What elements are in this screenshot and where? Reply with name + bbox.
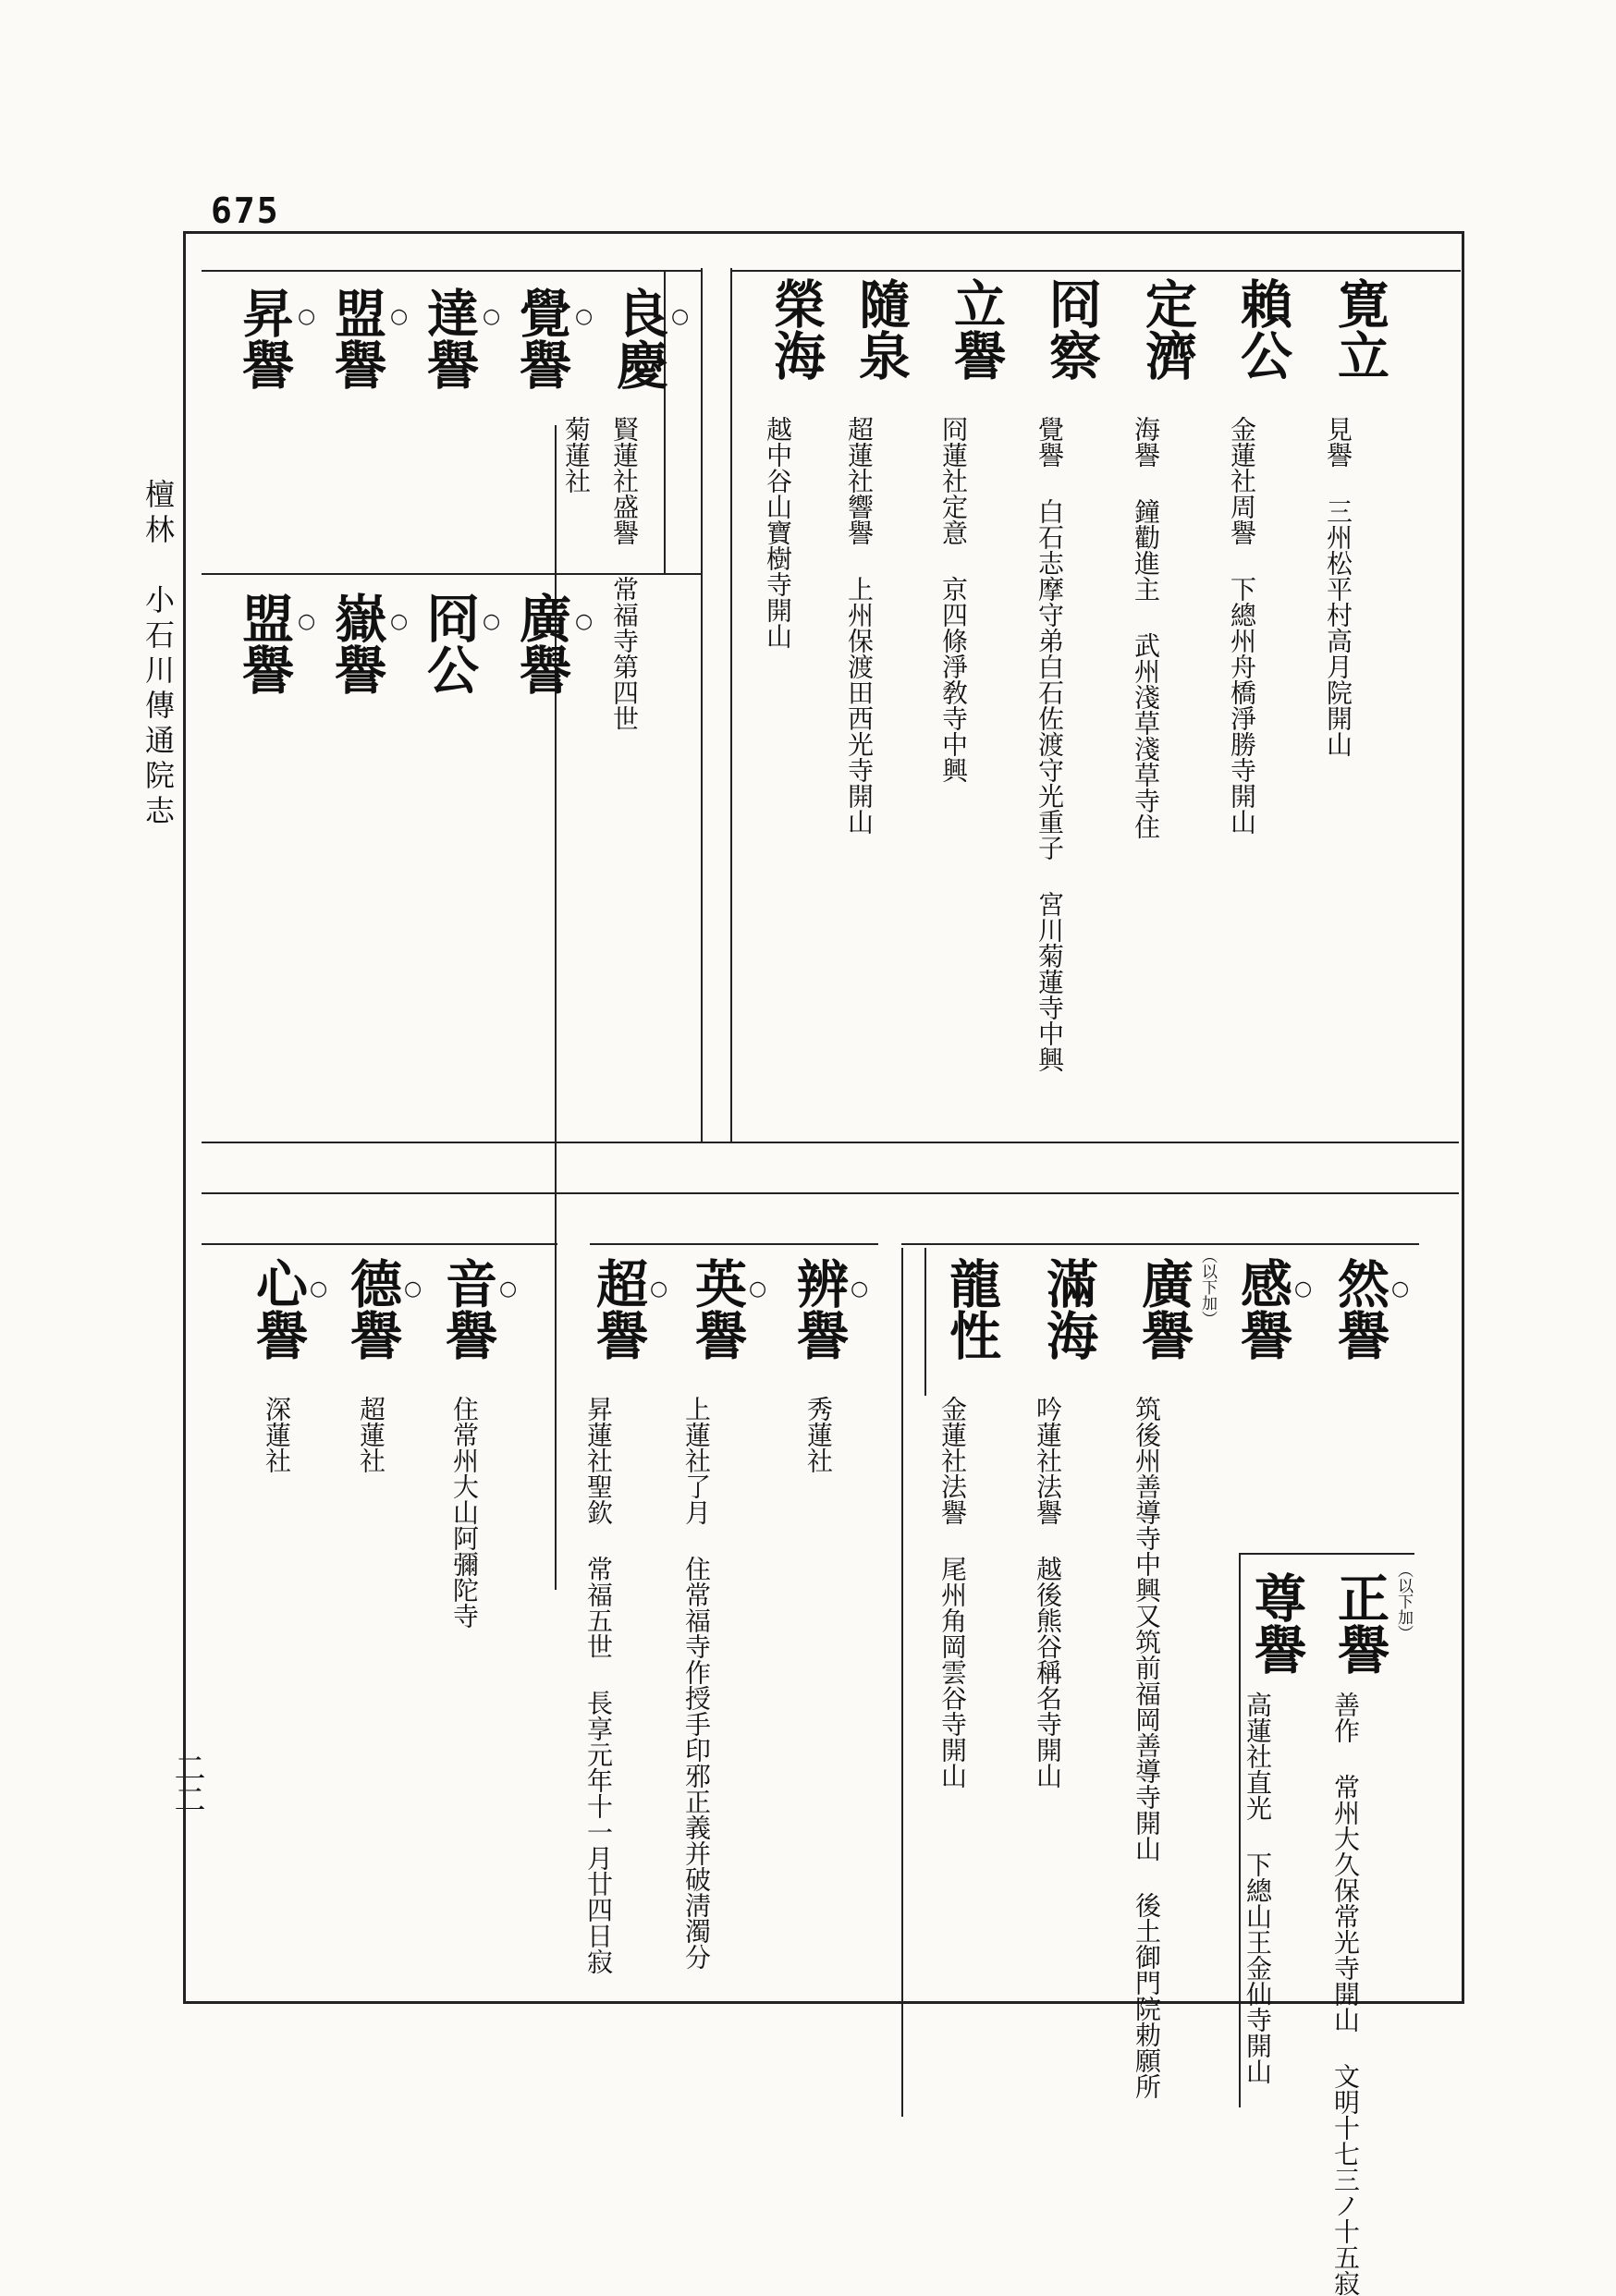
circle-marker-icon: ○ — [1294, 1277, 1313, 1301]
top-left-border — [701, 268, 703, 1142]
entry-name: 榮海 — [765, 277, 826, 381]
entry-note: 超蓮社 — [356, 1396, 386, 1473]
entry-name: 盟譽 — [234, 592, 295, 695]
entry-note: 超蓮社響譽 上州保渡田西光寺開山 — [844, 416, 875, 835]
sub-branch-rule — [1239, 1553, 1414, 1555]
entry-name: 德譽 — [342, 1257, 403, 1361]
entry-name: 嶽譽 — [326, 592, 387, 695]
entry-name: 滿海 — [1038, 1257, 1099, 1361]
circle-marker-icon: ○ — [390, 610, 409, 633]
entry-name: 定濟 — [1137, 277, 1198, 381]
entry-annotation: （以下加） — [1198, 1248, 1217, 1326]
entry-name: 辨譽 — [789, 1257, 850, 1361]
entry-note: 高蓮社直光 下總山王金仙寺開山 — [1243, 1691, 1273, 2084]
entry-note: 善作 常州大久保常光寺開山 文明十七三ノ十五寂 — [1330, 1691, 1361, 2296]
entry-name: 冏公 — [419, 592, 480, 695]
entry-note: 菊蓮社 — [561, 416, 592, 494]
entry-note: 海譽 鐘勸進主 武州淺草淺草寺住 — [1131, 416, 1161, 839]
bottom-mid-rule — [590, 1243, 878, 1245]
entry-note: 深蓮社 — [262, 1396, 292, 1473]
entry-name: 超譽 — [588, 1257, 649, 1361]
entry-name: 賴公 — [1232, 277, 1293, 381]
entry-name: 廣譽 — [511, 592, 572, 695]
circle-marker-icon: ○ — [575, 610, 594, 633]
entry-note: 越中谷山寶樹寺開山 — [763, 416, 793, 649]
circle-marker-icon: ○ — [851, 1277, 869, 1301]
bottom-left-rule — [202, 1243, 557, 1245]
circle-marker-icon: ○ — [1391, 1277, 1410, 1301]
running-title: 檀林 小石川傳通院志 — [141, 479, 176, 830]
entry-name: 隨泉 — [851, 277, 912, 381]
section-divider-top — [202, 1142, 1459, 1143]
entry-note: 賢蓮社盛譽 常福寺第四世 — [609, 416, 640, 731]
entry-note: 筑後州善導寺中興又筑前福岡善導寺開山 後土御門院勅願所 — [1132, 1396, 1162, 2099]
entry-name: 然譽 — [1329, 1257, 1390, 1361]
circle-marker-icon: ○ — [298, 610, 316, 633]
entry-name: 覺譽 — [511, 287, 572, 390]
circle-marker-icon: ○ — [310, 1277, 328, 1301]
entry-note: 住常州大山阿彌陀寺 — [449, 1396, 480, 1629]
entry-name: 尊譽 — [1246, 1571, 1307, 1675]
circle-marker-icon: ○ — [298, 305, 316, 328]
branch-line — [924, 1248, 926, 1396]
entry-note: 上蓮社了月 住常福寺作授手印邪正義并破淸濁分 — [681, 1396, 712, 1970]
entry-note: 金蓮社周譽 下總州舟橋淨勝寺開山 — [1227, 416, 1257, 835]
entry-name: 感譽 — [1232, 1257, 1293, 1361]
entry-name: 立譽 — [946, 277, 1007, 381]
circle-marker-icon: ○ — [575, 305, 594, 328]
top-left-rule — [202, 270, 701, 272]
circle-marker-icon: ○ — [390, 305, 409, 328]
entry-name: 良慶 — [608, 287, 669, 390]
top-right-rule — [730, 270, 1461, 272]
bottom-right-rule — [901, 1243, 1419, 1245]
circle-marker-icon: ○ — [650, 1277, 668, 1301]
entry-note: 昇蓮社聖欽 常福五世 長享元年十一月廿四日寂 — [583, 1396, 614, 1974]
entry-name: 正譽 — [1329, 1571, 1390, 1675]
circle-marker-icon: ○ — [749, 1277, 767, 1301]
circle-marker-icon: ○ — [404, 1277, 422, 1301]
page-number: 675 — [211, 190, 280, 231]
entry-note: 吟蓮社法譽 越後熊谷稱名寺開山 — [1033, 1396, 1063, 1789]
branch-line — [901, 1248, 903, 2117]
entry-note: 冏蓮社定意 京四條淨敎寺中興 — [938, 416, 969, 783]
entry-name: 寛立 — [1329, 277, 1390, 381]
entry-name: 達譽 — [419, 287, 480, 390]
entry-note: 覺譽 白石志摩守弟白石佐渡守光重子 宮川菊蓮寺中興 — [1034, 416, 1065, 1072]
entry-name: 龍性 — [941, 1257, 1002, 1361]
circle-marker-icon: ○ — [671, 305, 690, 328]
entry-name: 冏察 — [1041, 277, 1102, 381]
entry-name: 英譽 — [687, 1257, 748, 1361]
entry-name: 心譽 — [248, 1257, 309, 1361]
entry-annotation: （以下加） — [1394, 1562, 1413, 1641]
circle-marker-icon: ○ — [483, 610, 501, 633]
circle-marker-icon: ○ — [499, 1277, 518, 1301]
entry-name: 昇譽 — [234, 287, 295, 390]
branch-line — [1239, 1553, 1241, 2107]
section-divider-bottom — [202, 1192, 1459, 1194]
folio-number: 二二 — [168, 1752, 205, 1814]
top-right-border — [730, 268, 732, 1142]
entry-name: 音譽 — [437, 1257, 498, 1361]
entry-name: 廣譽 — [1133, 1257, 1194, 1361]
entry-note: 金蓮社法譽 尾州角岡雲谷寺開山 — [937, 1396, 968, 1789]
entry-note: 秀蓮社 — [803, 1396, 834, 1473]
entry-note: 見譽 三州松平村高月院開山 — [1323, 416, 1353, 757]
circle-marker-icon: ○ — [483, 305, 501, 328]
entry-name: 盟譽 — [326, 287, 387, 390]
